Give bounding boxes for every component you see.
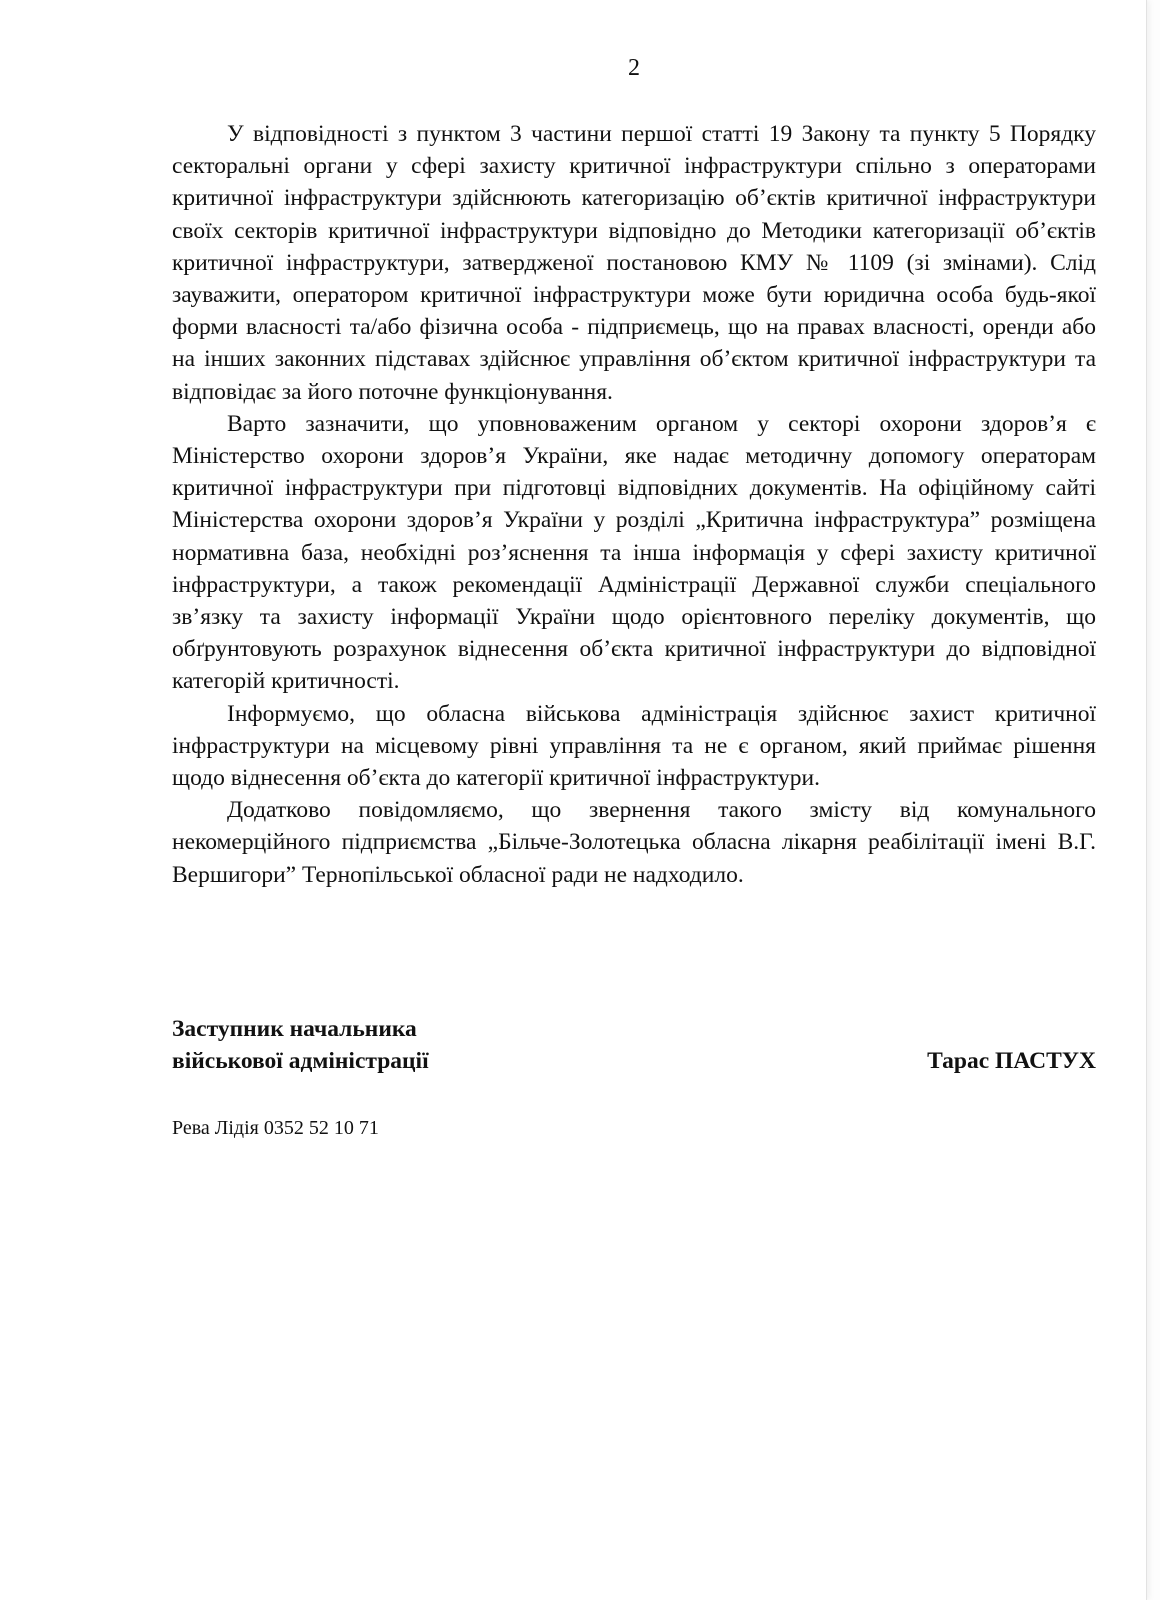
paragraph-categorization: У відповідності з пунктом 3 частини першої статті 19 Закону та пункту 5 Порядку секторальні органи у сфері захисту критичної інфраструктури спільно з операторами критичної інфраструктури здійснюють категоризацію об’єктів критичної інфраструктури своїх секторів критичної інфраструктури відповідно до Методики категоризації об’єктів критичної інфраструктури, затвердженої постановою КМУ № 1109 (зі змінами). Слід зауважити, оператором критичної інфраструктури може бути юридична особа будь-якої форми власності та/або фізична особа - підприємець, що на правах власності, оренди або на інших законних підставах здійснює управління об’єктом критичної інфраструктури та відповідає за його поточне функціонування. xyxy=(172,121,1096,405)
letter-body xyxy=(172,118,1096,891)
paragraph-health-ministry: Варто зазначити, що уповноваженим органом у секторі охорони здоров’я є Міністерство охорони здоров’я України, яке надає методичну допомогу операторам критичної інфраструктури при підготовці відповідних документів. На офіційному сайті Міністерства охорони здоров’я України у розділі „Критична інфраструктура” розміщена нормативна база, необхідні роз’яснення та інша інформація у сфері захисту критичної інфраструктури, а також рекомендації Адміністрації Державної служби спеціального зв’язку та захисту інформації України щодо орієнтовного переліку документів, що обґрунтовують розрахунок віднесення об’єкта критичної інфраструктури до відповідної категорій критичності. xyxy=(172,410,1096,695)
signatory-position xyxy=(172,1013,429,1077)
signatory-position-line1: Заступник начальника xyxy=(172,1016,417,1042)
paragraph-additional-info: Додатково повідомляємо, що звернення такого змісту від комунального некомерційного підприємства „Більче-Золотецька обласна лікарня реабілітації імені В.Г. Вершигори” Тернопільської обласної ради не надходило. xyxy=(172,797,1096,888)
executor-contact: Рева Лідія 0352 52 10 71 xyxy=(172,1117,379,1139)
page-number: 2 xyxy=(628,55,640,81)
signature-block xyxy=(172,1013,1096,1083)
signatory-position-line2: військової адміністрації xyxy=(172,1048,429,1074)
signatory-name: Тарас ПАСТУХ xyxy=(927,1048,1096,1074)
paragraph-military-administration: Інформуємо, що обласна військова адміністрація здійснює захист критичної інфраструктури на місцевому рівні управління та не є органом, який приймає рішення щодо віднесення об’єкта до категорії критичної інфраструктури. xyxy=(172,700,1096,792)
